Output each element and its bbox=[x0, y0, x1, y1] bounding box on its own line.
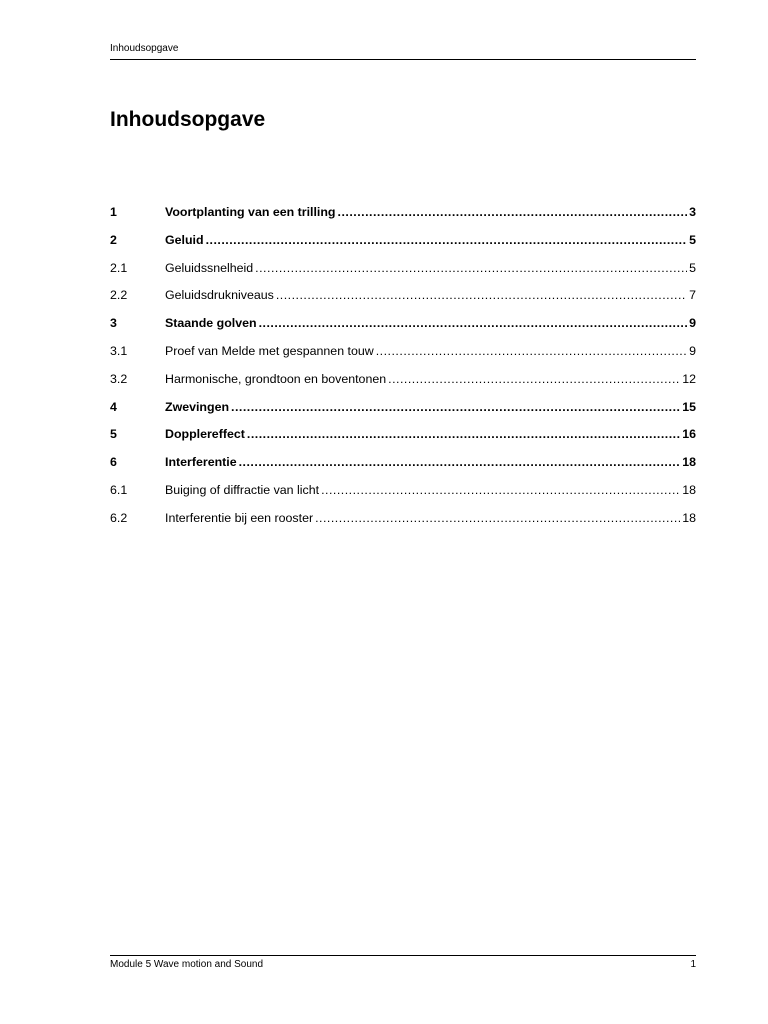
toc-entry[interactable] bbox=[110, 340, 696, 368]
toc-dot-leader bbox=[259, 312, 688, 334]
toc-entry-page: 3 bbox=[689, 205, 696, 219]
running-footer bbox=[110, 955, 696, 970]
toc-entry[interactable] bbox=[110, 368, 696, 396]
toc-dot-leader bbox=[315, 507, 680, 529]
page-title: Inhoudsopgave bbox=[110, 108, 266, 131]
toc-entry-page: 18 bbox=[682, 455, 696, 470]
toc-dot-leader bbox=[255, 257, 687, 279]
toc-entry[interactable] bbox=[110, 451, 696, 479]
footer-module: Module 5 Wave motion and Sound bbox=[110, 959, 264, 970]
toc-entry-title: Interferentie bij een rooster bbox=[165, 510, 314, 525]
running-header-title: Inhoudsopgave bbox=[110, 43, 179, 54]
toc-dot-leader bbox=[388, 368, 680, 390]
toc-entry-title: Zwevingen bbox=[165, 399, 230, 414]
toc-entry-page: 9 bbox=[689, 343, 696, 358]
toc-dot-leader bbox=[206, 229, 688, 251]
toc-entry-number: 3 bbox=[110, 316, 117, 331]
toc-dot-leader bbox=[231, 396, 680, 418]
toc-entry-title: Buiging of diffractie van licht bbox=[165, 482, 320, 497]
toc-entry-page: 5 bbox=[689, 232, 696, 247]
toc-entry-title: Interferentie bbox=[165, 455, 237, 470]
toc-entry-number: 1 bbox=[110, 205, 117, 219]
toc-dot-leader bbox=[376, 340, 687, 362]
toc-entry[interactable] bbox=[110, 201, 696, 229]
toc-entry[interactable] bbox=[110, 423, 696, 451]
toc-entry-title: Voortplanting van een trilling bbox=[165, 205, 336, 219]
toc-entry-number: 5 bbox=[110, 427, 117, 442]
toc-entry-number: 3.1 bbox=[110, 343, 128, 358]
toc-dot-leader bbox=[276, 284, 687, 306]
toc-entry[interactable] bbox=[110, 479, 696, 507]
toc-entry-number: 6.1 bbox=[110, 482, 128, 497]
toc-entry[interactable] bbox=[110, 507, 696, 535]
toc-entry-page: 18 bbox=[682, 510, 696, 525]
toc-entry[interactable] bbox=[110, 257, 696, 285]
footer-page-number: 1 bbox=[690, 959, 696, 970]
toc-entry-number: 6.2 bbox=[110, 510, 128, 525]
toc-entry[interactable] bbox=[110, 396, 696, 424]
toc-entry-page: 9 bbox=[689, 316, 696, 331]
toc-entry-number: 4 bbox=[110, 399, 117, 414]
running-header bbox=[110, 43, 696, 60]
toc-entry-number: 6 bbox=[110, 455, 117, 470]
toc-entry-number: 2.1 bbox=[110, 260, 128, 275]
table-of-contents bbox=[110, 201, 696, 535]
toc-entry-title: Geluidssnelheid bbox=[165, 260, 254, 275]
toc-entry-title: Proef van Melde met gespannen touw bbox=[165, 343, 374, 358]
toc-entry-title: Harmonische, grondtoon en boventonen bbox=[165, 371, 387, 386]
toc-entry-title: Staande golven bbox=[165, 316, 257, 331]
toc-entry-title: Dopplereffect bbox=[165, 427, 245, 442]
toc-entry-title: Geluidsdrukniveaus bbox=[165, 288, 274, 303]
toc-entry-page: 15 bbox=[682, 399, 696, 414]
toc-entry-number: 3.2 bbox=[110, 371, 128, 386]
toc-entry-page: 5 bbox=[689, 260, 696, 275]
toc-dot-leader bbox=[247, 423, 680, 445]
toc-dot-leader bbox=[239, 451, 681, 473]
toc-entry-page: 16 bbox=[682, 427, 696, 442]
toc-dot-leader bbox=[338, 201, 688, 223]
toc-entry-page: 7 bbox=[689, 288, 696, 303]
toc-entry[interactable] bbox=[110, 312, 696, 340]
toc-entry[interactable] bbox=[110, 229, 696, 257]
toc-entry-number: 2 bbox=[110, 232, 117, 247]
toc-entry-title: Geluid bbox=[165, 232, 204, 247]
toc-entry[interactable] bbox=[110, 284, 696, 312]
toc-entry-page: 18 bbox=[682, 482, 696, 497]
toc-entry-page: 12 bbox=[682, 371, 696, 386]
toc-entry-number: 2.2 bbox=[110, 288, 128, 303]
toc-dot-leader bbox=[321, 479, 680, 501]
